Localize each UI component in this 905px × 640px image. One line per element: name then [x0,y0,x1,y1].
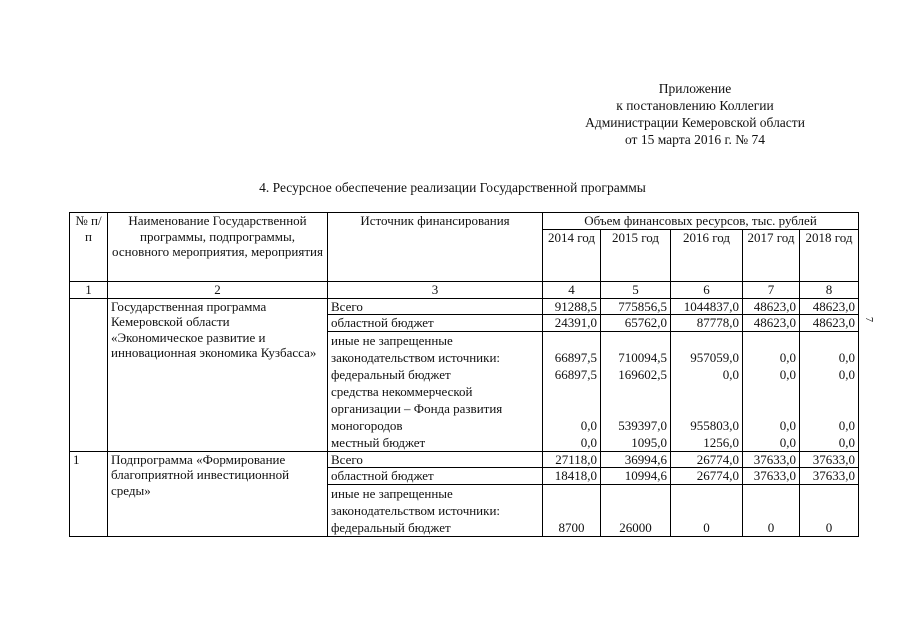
header-source: Источник финансирования [328,213,543,282]
column-number: 1 [70,282,108,299]
value-cell: 65762,0 [601,315,671,332]
value-line [746,332,796,349]
appendix-line: Администрации Кемеровской области [585,115,805,130]
header-year: 2018 год [800,229,859,281]
appendix-block [560,80,830,148]
value-stack [800,484,859,536]
value-stack [743,331,800,451]
column-number: 6 [671,282,743,299]
value-line: 957059,0 [690,349,739,365]
value-line: 0,0 [838,366,855,382]
value-line: 0 [825,519,833,535]
value-line [803,400,855,417]
value-line: 0,0 [779,434,796,450]
value-line [746,400,796,417]
source-cell: Всего [328,451,543,468]
value-line: 26000 [619,519,652,535]
source-line: федеральный бюджет [331,366,451,382]
value-line [746,383,796,400]
appendix-line: от 15 марта 2016 г. № 74 [624,132,766,147]
column-number: 8 [800,282,859,299]
source-line: местный бюджет [331,434,426,450]
side-page-number: 7 [863,317,874,322]
value-line [546,332,597,349]
value-cell: 775856,5 [601,298,671,315]
value-stack [543,331,601,451]
value-line: 710094,5 [618,349,667,365]
value-line [604,485,667,502]
subprogram-num: 1 [70,451,108,536]
value-line: 0 [767,519,775,535]
value-stack [800,331,859,451]
value-line: 0,0 [779,349,796,365]
value-line [674,502,739,519]
program-num [70,298,108,451]
value-line: 955803,0 [690,417,739,433]
header-year: 2014 год [543,229,601,281]
value-line [803,485,855,502]
value-line: 169602,5 [618,366,667,382]
value-line: 0,0 [580,434,597,450]
source-line: федеральный бюджет [331,519,451,535]
header-year: 2017 год [743,229,800,281]
value-cell: 18418,0 [543,468,601,485]
column-number: 2 [108,282,328,299]
value-line [803,383,855,400]
value-line: 0,0 [580,417,597,433]
source-line: средства некоммерческой [331,383,473,399]
value-line [604,383,667,400]
column-number: 5 [601,282,671,299]
value-cell: 37633,0 [800,468,859,485]
value-cell: 1044837,0 [671,298,743,315]
value-cell: 91288,5 [543,298,601,315]
value-line [546,383,597,400]
value-cell: 24391,0 [543,315,601,332]
value-line: 0 [703,519,710,535]
source-line: организации – Фонда развития [331,400,503,416]
value-line [803,332,855,349]
value-line [546,485,597,502]
appendix-line: Приложение [658,81,732,96]
value-cell: 26774,0 [671,451,743,468]
value-line [604,332,667,349]
column-number: 4 [543,282,601,299]
program-name: Государственная программа Кемеровской области «Экономическое развитие и инновационная экономика Кузбасса» [108,298,328,451]
value-line: 0,0 [838,434,855,450]
value-stack [671,484,743,536]
value-line [674,383,739,400]
value-cell: 36994,6 [601,451,671,468]
value-stack [543,484,601,536]
value-line: 0,0 [838,349,855,365]
value-cell: 48623,0 [743,298,800,315]
value-line [546,400,597,417]
value-line [746,485,796,502]
value-line [674,485,739,502]
value-cell: 26774,0 [671,468,743,485]
header-year: 2016 год [671,229,743,281]
value-stack [671,331,743,451]
source-line: иные не запрещенные [331,485,453,501]
value-stack [743,484,800,536]
value-line: 1256,0 [703,434,739,450]
value-line [674,400,739,417]
value-cell: 37633,0 [743,468,800,485]
source-cell: областной бюджет [328,315,543,332]
value-cell: 48623,0 [800,315,859,332]
value-stack [601,484,671,536]
header-num: № п/п [70,213,108,282]
header-year: 2015 год [601,229,671,281]
source-line: законодательством источники: [331,349,501,365]
source-cell: Всего [328,298,543,315]
value-line: 0,0 [722,366,739,382]
other-sources-cell [328,484,543,536]
value-line: 539397,0 [618,417,667,433]
value-line [746,502,796,519]
subprogram-name: Подпрограмма «Формирование благоприятной инвестиционной среды» [108,451,328,536]
column-number: 7 [743,282,800,299]
value-cell: 37633,0 [743,451,800,468]
value-line: 0,0 [779,417,796,433]
value-cell: 87778,0 [671,315,743,332]
header-name: Наименование Государственной программы, подпрограммы, основного мероприятия, мероприятия [108,213,328,282]
value-cell: 10994,6 [601,468,671,485]
source-line: моногородов [331,417,403,433]
value-line: 1095,0 [631,434,667,450]
document-title: 4. Ресурсное обеспечение реализации Государственной программы [259,180,646,195]
appendix-line: к постановлению Коллегии [616,98,774,113]
value-cell: 48623,0 [800,298,859,315]
value-cell: 48623,0 [743,315,800,332]
header-volume: Объем финансовых ресурсов, тыс. рублей [543,213,859,230]
value-cell: 37633,0 [800,451,859,468]
value-line [546,502,597,519]
source-cell: областной бюджет [328,468,543,485]
value-line: 66897,5 [554,366,597,382]
value-cell: 27118,0 [543,451,601,468]
other-sources-cell [328,331,543,451]
value-line [604,502,667,519]
value-line: 66897,5 [554,349,597,365]
column-number: 3 [328,282,543,299]
source-line: законодательством источники: [331,502,501,518]
value-line: 8700 [558,519,585,535]
value-line [674,332,739,349]
resource-table [69,212,859,537]
value-line: 0,0 [779,366,796,382]
value-stack [601,331,671,451]
source-line: иные не запрещенные [331,332,453,348]
value-line [803,502,855,519]
value-line: 0,0 [838,417,855,433]
value-line [604,400,667,417]
